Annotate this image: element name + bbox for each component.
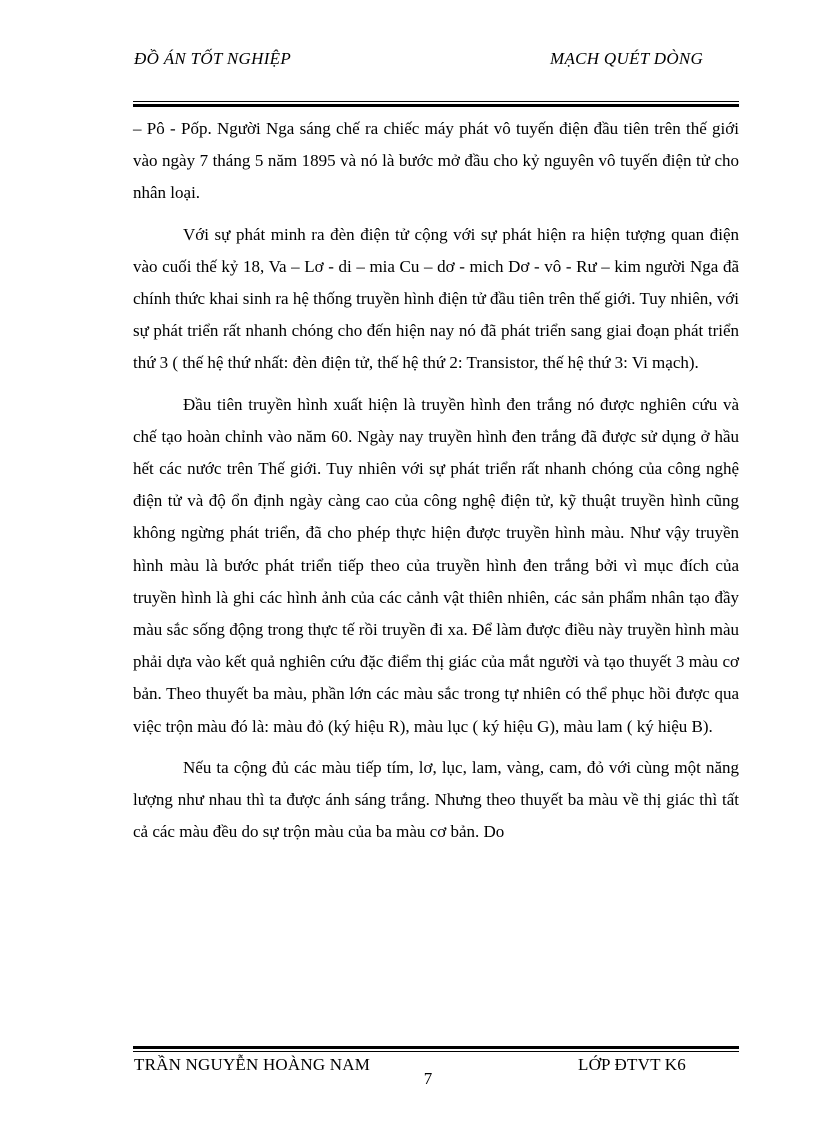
- footer-class: LỚP ĐTVT K6: [578, 1055, 686, 1074]
- footer-rule-thin: [133, 1051, 739, 1052]
- page-number: 7: [423, 1069, 433, 1088]
- footer-author: TRẦN NGUYỄN HOÀNG NAM: [134, 1055, 371, 1074]
- paragraph-2: Với sự phát minh ra đèn điện tử cộng với sự phát hiện ra hiện tượng quan điện vào cuối thế kỷ 18, Va – Lơ - di – mia Cu – dơ - mich Dơ - vô - Rư – kim người Nga đã chính thức khai sinh ra hệ thống truyền hình điện tử đầu tiên trên thế giới. Tuy nhiên, với sự phát triển rất nhanh chóng cho đến hiện nay nó đã phát triển sang giai đoạn phát triển thứ 3 ( thế hệ thứ nhất: đèn điện tử, thế hệ thứ 2: Transistor, thế hệ thứ 3: Vi mạch).: [133, 224, 739, 373]
- header-rule-thick: [133, 104, 739, 107]
- header-title-left: ĐỒ ÁN TỐT NGHIỆP: [134, 49, 292, 68]
- document-body: [133, 113, 739, 857]
- paragraph-1: – Pô - Pốp. Người Nga sáng chế ra chiếc máy phát vô tuyến điện đầu tiên trên thế giới vào ngày 7 tháng 5 năm 1895 và nó là bước mở đầu cho kỷ nguyên vô tuyến điện tử cho nhân loại.: [133, 119, 739, 203]
- header-title-right: MẠCH QUÉT DÒNG: [550, 49, 704, 68]
- paragraph-3: Đầu tiên truyền hình xuất hiện là truyền hình đen trắng nó được nghiên cứu và chế tạo hoàn chỉnh vào năm 60. Ngày nay truyền hình đen trắng đã được sử dụng ở hầu hết các nước trên Thế giới. Tuy nhiên với sự phát triển rất nhanh chóng của công nghệ điện tử và độ ổn định ngày càng cao của công nghệ điện tử, kỹ thuật truyền hình cũng không ngừng phát triển, đã cho phép thực hiện được truyền hình màu. Như vậy truyền hình màu là bước phát triển tiếp theo của truyền hình đen trắng bởi vì mục đích của truyền hình là ghi các hình ảnh của các cảnh vật thiên nhiên, các sản phẩm nhân tạo đầy màu sắc sống động trong thực tế rồi truyền đi xa. Để làm được điều này truyền hình màu phải dựa vào kết quả nghiên cứu đặc điểm thị giác của mắt người và tạo thuyết 3 màu cơ bản. Theo thuyết ba màu, phần lớn các màu sắc trong tự nhiên có thể phục hồi được qua việc trộn màu đó là: màu đỏ (ký hiệu R), màu lục ( ký hiệu G), màu lam ( ký hiệu B).: [133, 394, 739, 736]
- footer-rule-thick: [133, 1046, 739, 1049]
- header-rule-thin: [133, 101, 739, 102]
- paragraph-4: Nếu ta cộng đủ các màu tiếp tím, lơ, lục, lam, vàng, cam, đỏ với cùng một năng lượng như nhau thì ta được ánh sáng trắng. Nhưng theo thuyết ba màu về thị giác thì tất cả các màu đều do sự trộn màu của ba màu cơ bản. Do: [133, 757, 739, 842]
